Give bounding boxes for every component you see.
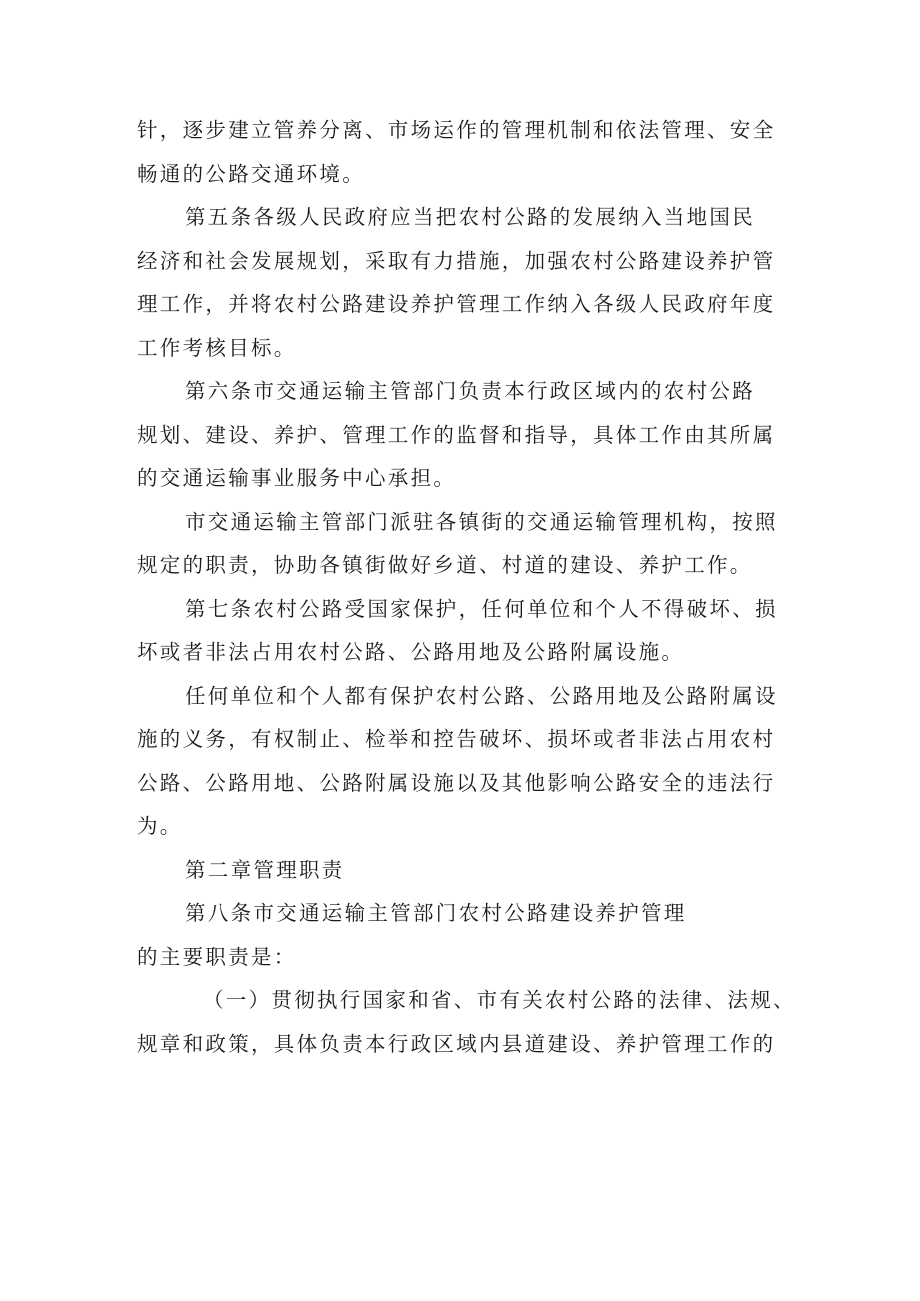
text-line: 为。	[137, 814, 183, 838]
text-line: 第八条市交通运输主管部门农村公路建设养护管理	[185, 901, 687, 925]
text-line: 市交通运输主管部门派驻各镇街的交通运输管理机构，按照	[185, 509, 778, 534]
text-line: 公路、公路用地、公路附属设施以及其他影响公路安全的违法行	[137, 770, 776, 795]
text-line: 工作考核目标。	[137, 335, 297, 360]
text-line: 坏或者非法占用农村公路、公路用地及公路附属设施。	[137, 640, 685, 664]
text-line: 经济和社会发展规划，采取有力措施，加强农村公路建设养护管	[137, 248, 776, 273]
text-line: 规划、建设、养护、管理工作的监督和指导，具体工作由其所属	[137, 422, 776, 447]
chapter-heading: 第二章管理职责	[185, 857, 345, 882]
text-line: 任何单位和个人都有保护农村公路、公路用地及公路附属设	[185, 683, 778, 708]
text-line: 第七条农村公路受国家保护，任何单位和个人不得破坏、损	[185, 596, 778, 621]
text-line: 第五条各级人民政府应当把农村公路的发展纳入当地国民	[185, 205, 755, 229]
text-line: 规定的职责，协助各镇街做好乡道、村道的建设、养护工作。	[137, 553, 753, 577]
text-line: 施的义务，有权制止、检举和控告破坏、损坏或者非法占用农村	[137, 727, 776, 751]
document-body	[137, 114, 796, 1071]
text-line: 畅通的公路交通环境。	[137, 161, 365, 186]
text-line: （一）贯彻执行国家和省、市有关农村公路的法律、法规、	[203, 988, 796, 1012]
text-line: 理工作，并将农村公路建设养护管理工作纳入各级人民政府年度	[137, 292, 776, 316]
text-line: 的主要职责是：	[137, 944, 297, 969]
text-line: 规章和政策，具体负责本行政区域内县道建设、养护管理工作的	[137, 1031, 776, 1056]
text-line: 针，逐步建立管养分离、市场运作的管理机制和依法管理、安全	[137, 118, 776, 142]
text-line: 第六条市交通运输主管部门负责本行政区域内的农村公路	[185, 379, 755, 403]
text-line: 的交通运输事业服务中心承担。	[137, 466, 457, 490]
